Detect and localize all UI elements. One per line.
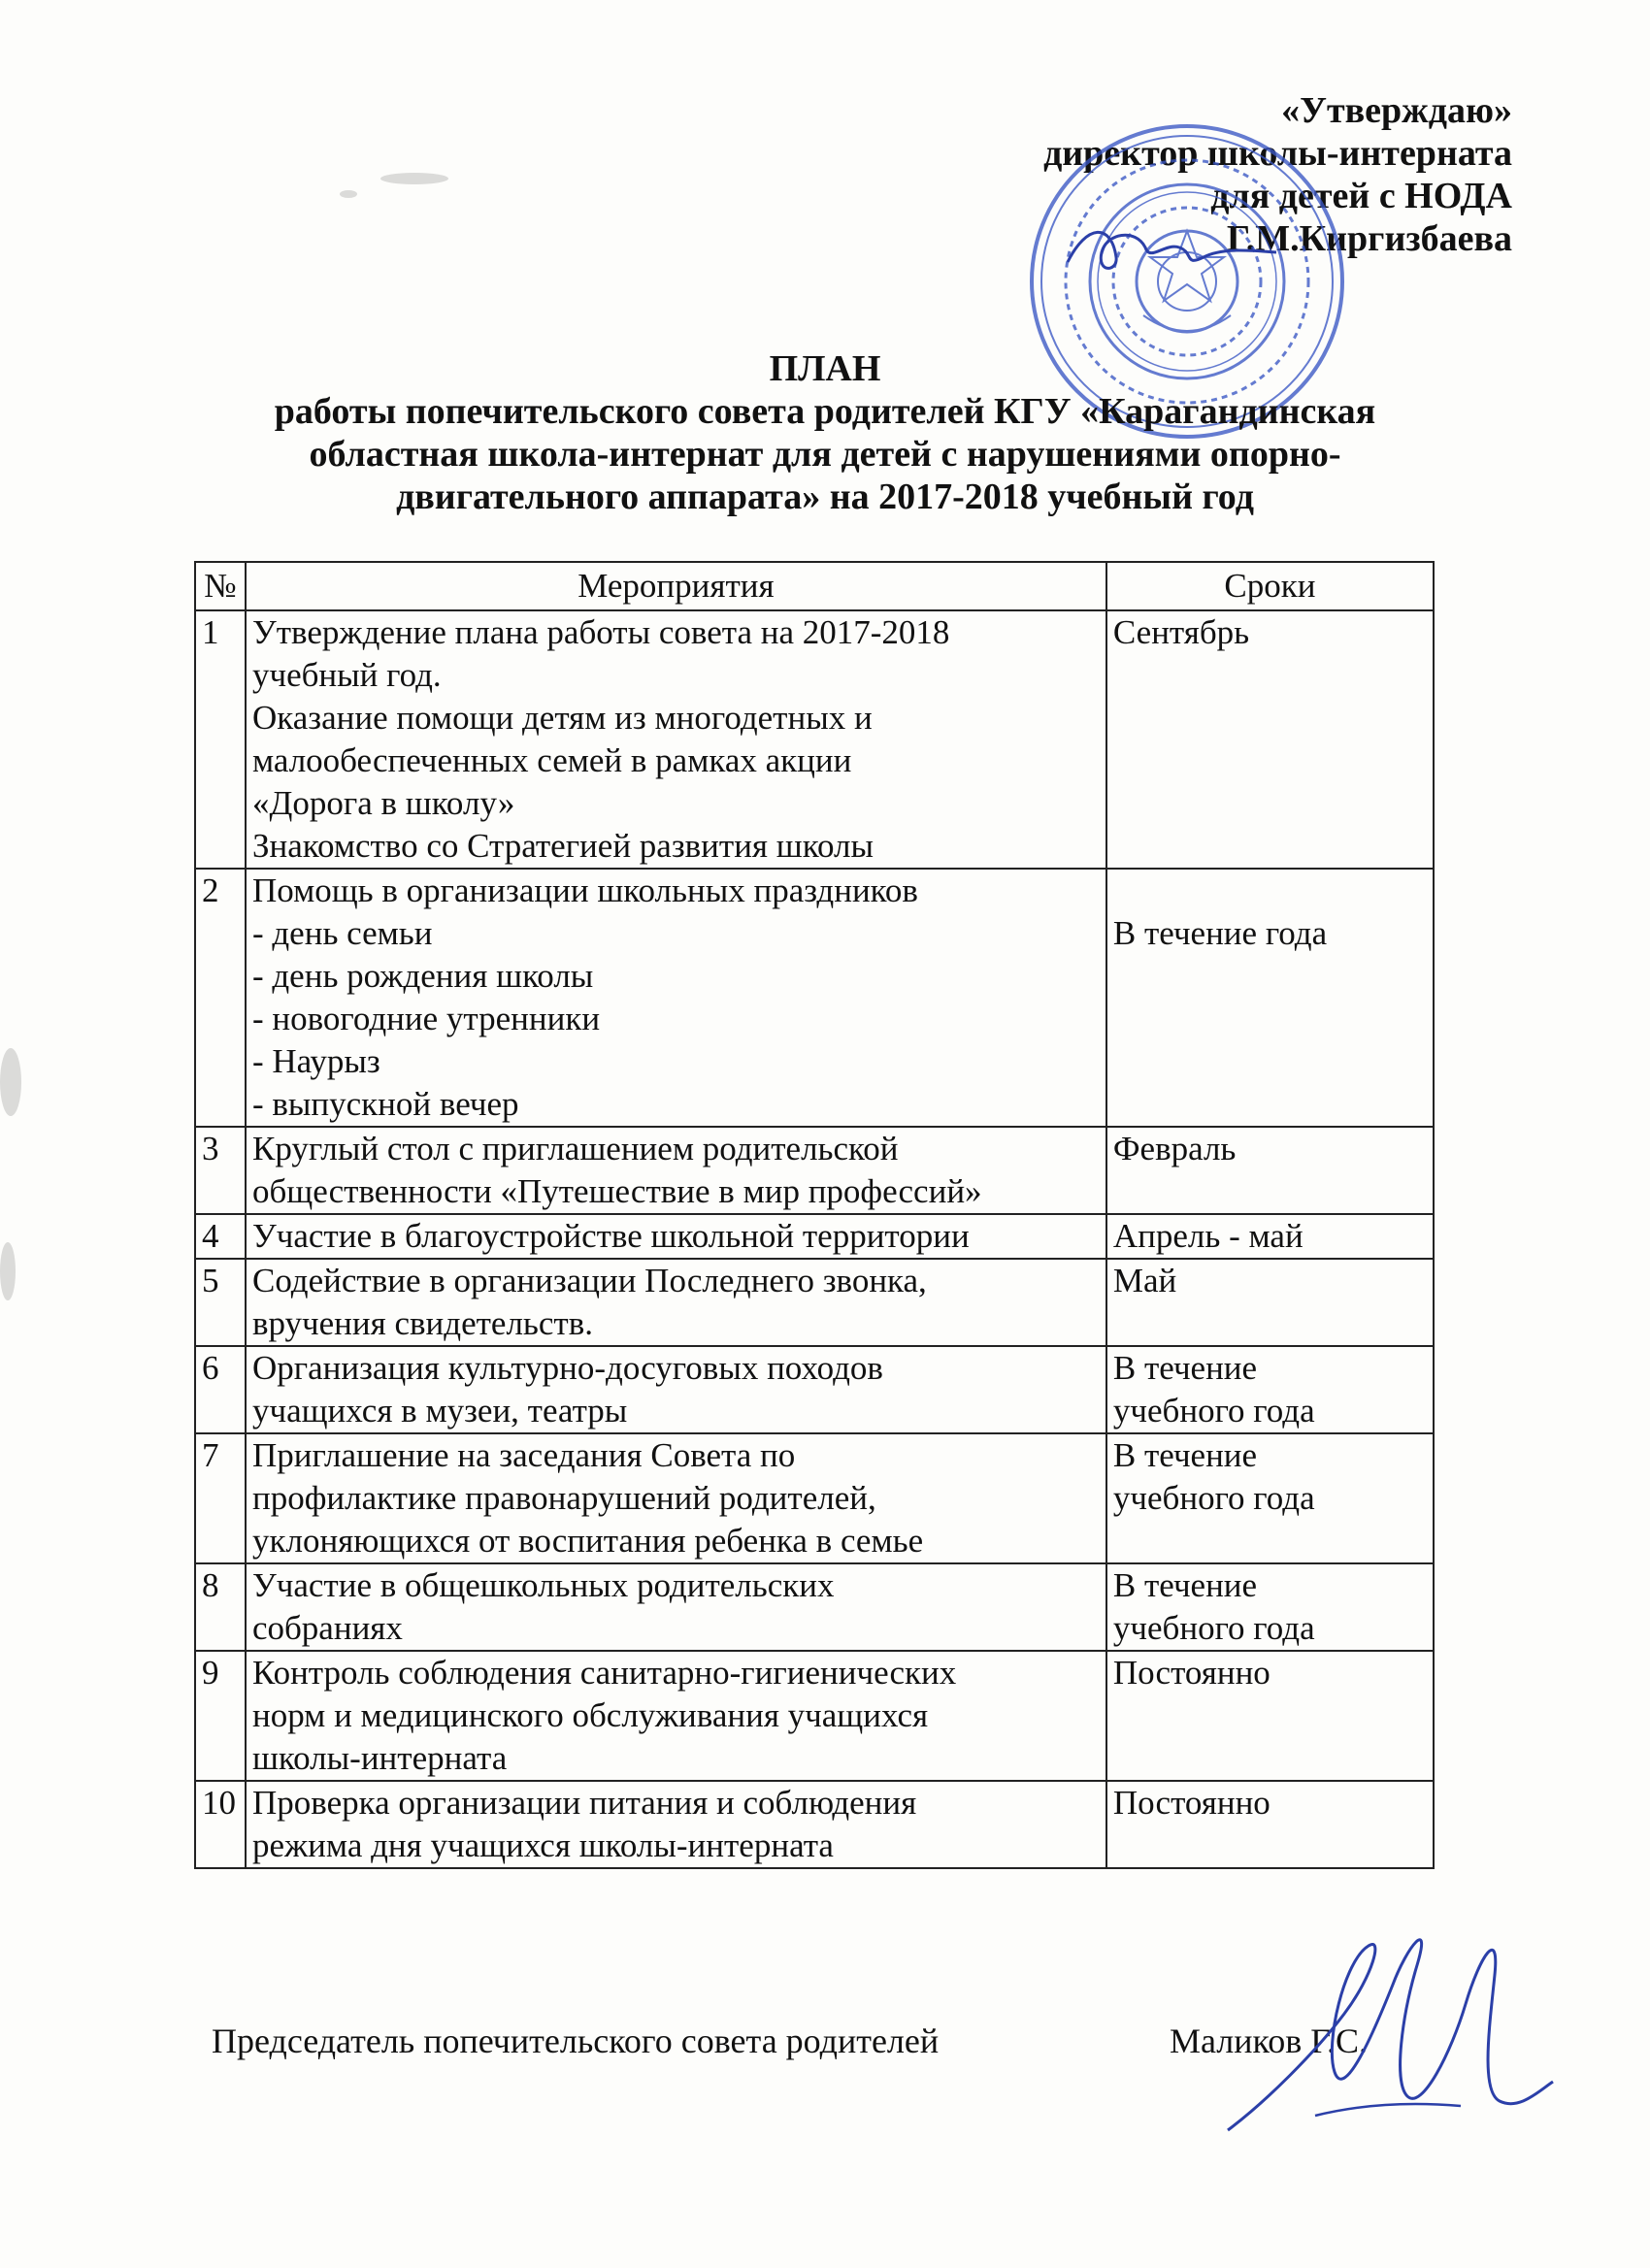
term-cell bbox=[1106, 1214, 1434, 1259]
scan-smudge bbox=[380, 173, 448, 184]
term-cell bbox=[1106, 1563, 1434, 1651]
event-line: малообеспеченных семей в рамках акции bbox=[251, 741, 852, 779]
table-row bbox=[195, 610, 1434, 869]
table-row bbox=[195, 1214, 1434, 1259]
term-line: Постоянно bbox=[1112, 1784, 1270, 1822]
term-line: Постоянно bbox=[1112, 1654, 1270, 1692]
term-line: учебного года bbox=[1112, 1609, 1315, 1647]
event-line: Участие в благоустройстве школьной территории bbox=[251, 1217, 970, 1255]
approver-name: Г.М.Киргизбаева bbox=[1226, 218, 1512, 259]
row-number: 2 bbox=[195, 869, 246, 1127]
column-header-number: № bbox=[195, 562, 246, 610]
term-line: В течение bbox=[1112, 1566, 1258, 1604]
event-line: собраниях bbox=[251, 1609, 403, 1647]
term-line: учебного года bbox=[1112, 1392, 1315, 1430]
scan-smudge bbox=[0, 1048, 21, 1116]
table-row bbox=[195, 1259, 1434, 1346]
table-row bbox=[195, 1563, 1434, 1651]
term-cell bbox=[1106, 869, 1434, 1127]
term-line: Май bbox=[1112, 1262, 1177, 1299]
term-cell bbox=[1106, 1127, 1434, 1214]
event-cell bbox=[246, 1214, 1106, 1259]
row-number: 10 bbox=[195, 1781, 246, 1868]
event-line: - день рождения школы bbox=[251, 957, 594, 995]
event-line: «Дорога в школу» bbox=[251, 784, 515, 822]
table-row bbox=[195, 1651, 1434, 1781]
event-line: норм и медицинского обслуживания учащихся bbox=[251, 1696, 929, 1734]
term-line: учебного года bbox=[1112, 1479, 1315, 1517]
chairman-name: Маликов Г.С. bbox=[1170, 2021, 1368, 2060]
table-header-row bbox=[195, 562, 1434, 610]
event-line: Помощь в организации школьных праздников bbox=[251, 871, 918, 909]
event-line: Организация культурно-досуговых походов bbox=[251, 1349, 883, 1387]
term-line: Апрель - май bbox=[1112, 1217, 1304, 1255]
event-line: Проверка организации питания и соблюдения bbox=[251, 1784, 917, 1822]
event-cell bbox=[246, 610, 1106, 869]
chairman-signature bbox=[1208, 1907, 1558, 2150]
event-cell bbox=[246, 1127, 1106, 1214]
event-line: - Наурыз bbox=[251, 1042, 380, 1080]
term-cell bbox=[1106, 610, 1434, 869]
event-line: Приглашение на заседания Совета по bbox=[251, 1436, 796, 1474]
term-line: В течение года bbox=[1112, 914, 1328, 952]
event-line: школы-интерната bbox=[251, 1739, 508, 1777]
event-line: Участие в общешкольных родительских bbox=[251, 1566, 835, 1604]
table-row bbox=[195, 1346, 1434, 1433]
document-title bbox=[0, 347, 1650, 518]
title-line: областная школа-интернат для детей с нарушениями опорно- bbox=[309, 434, 1341, 475]
term-cell bbox=[1106, 1781, 1434, 1868]
term-cell bbox=[1106, 1651, 1434, 1781]
row-number: 6 bbox=[195, 1346, 246, 1433]
row-number: 1 bbox=[195, 610, 246, 869]
approver-position: директор школы-интерната bbox=[1043, 133, 1512, 174]
event-cell bbox=[246, 869, 1106, 1127]
term-line: Февраль bbox=[1112, 1130, 1237, 1167]
event-cell bbox=[246, 1259, 1106, 1346]
event-line: профилактике правонарушений родителей, bbox=[251, 1479, 876, 1517]
event-line: учащихся в музеи, театры bbox=[251, 1392, 628, 1430]
title-heading: ПЛАН bbox=[769, 348, 881, 389]
table-row bbox=[195, 1781, 1434, 1868]
plan-table bbox=[194, 561, 1435, 1869]
row-number: 4 bbox=[195, 1214, 246, 1259]
event-cell bbox=[246, 1781, 1106, 1868]
row-number: 5 bbox=[195, 1259, 246, 1346]
event-line: - день семьи bbox=[251, 914, 433, 952]
event-cell bbox=[246, 1346, 1106, 1433]
event-line: Круглый стол с приглашением родительской bbox=[251, 1130, 899, 1167]
row-number: 3 bbox=[195, 1127, 246, 1214]
event-line: - новогодние утренники bbox=[251, 1000, 601, 1037]
event-line: режима дня учащихся школы-интерната bbox=[251, 1826, 834, 1864]
term-cell bbox=[1106, 1259, 1434, 1346]
table-row bbox=[195, 869, 1434, 1127]
term-line: В течение bbox=[1112, 1436, 1258, 1474]
table-row bbox=[195, 1127, 1434, 1214]
term-cell bbox=[1106, 1433, 1434, 1563]
event-cell bbox=[246, 1433, 1106, 1563]
scan-smudge bbox=[340, 190, 357, 198]
event-line: Оказание помощи детям из многодетных и bbox=[251, 699, 873, 737]
event-line: Контроль соблюдения санитарно-гигиенических bbox=[251, 1654, 957, 1692]
event-cell bbox=[246, 1651, 1106, 1781]
event-line: - выпускной вечер bbox=[251, 1085, 519, 1123]
row-number: 7 bbox=[195, 1433, 246, 1563]
event-cell bbox=[246, 1563, 1106, 1651]
event-line: Утверждение плана работы совета на 2017-2018 bbox=[251, 613, 950, 651]
event-line: Содействие в организации Последнего звонка, bbox=[251, 1262, 927, 1299]
term-cell bbox=[1106, 1346, 1434, 1433]
title-line: двигательного аппарата» на 2017-2018 учебный год bbox=[396, 477, 1254, 517]
event-line: учебный год. bbox=[251, 656, 442, 694]
row-number: 9 bbox=[195, 1651, 246, 1781]
title-line: работы попечительского совета родителей КГУ «Карагандинская bbox=[274, 391, 1376, 432]
director-signature bbox=[1058, 204, 1281, 291]
chairman-title: Председатель попечительского совета родителей bbox=[212, 2021, 940, 2060]
table-row bbox=[195, 1433, 1434, 1563]
column-header-terms: Сроки bbox=[1106, 562, 1434, 610]
approver-position-continued: для детей с НОДА bbox=[1210, 176, 1512, 216]
event-line: общественности «Путешествие в мир профессий» bbox=[251, 1172, 982, 1210]
column-header-events: Мероприятия bbox=[246, 562, 1106, 610]
term-line: В течение bbox=[1112, 1349, 1258, 1387]
event-line: уклоняющихся от воспитания ребенка в семье bbox=[251, 1522, 924, 1560]
row-number: 8 bbox=[195, 1563, 246, 1651]
scan-smudge bbox=[0, 1242, 16, 1300]
term-line: Сентябрь bbox=[1112, 613, 1250, 651]
event-line: вручения свидетельств. bbox=[251, 1304, 593, 1342]
event-line: Знакомство со Стратегией развития школы bbox=[251, 827, 874, 865]
approval-heading: «Утверждаю» bbox=[1281, 90, 1512, 131]
